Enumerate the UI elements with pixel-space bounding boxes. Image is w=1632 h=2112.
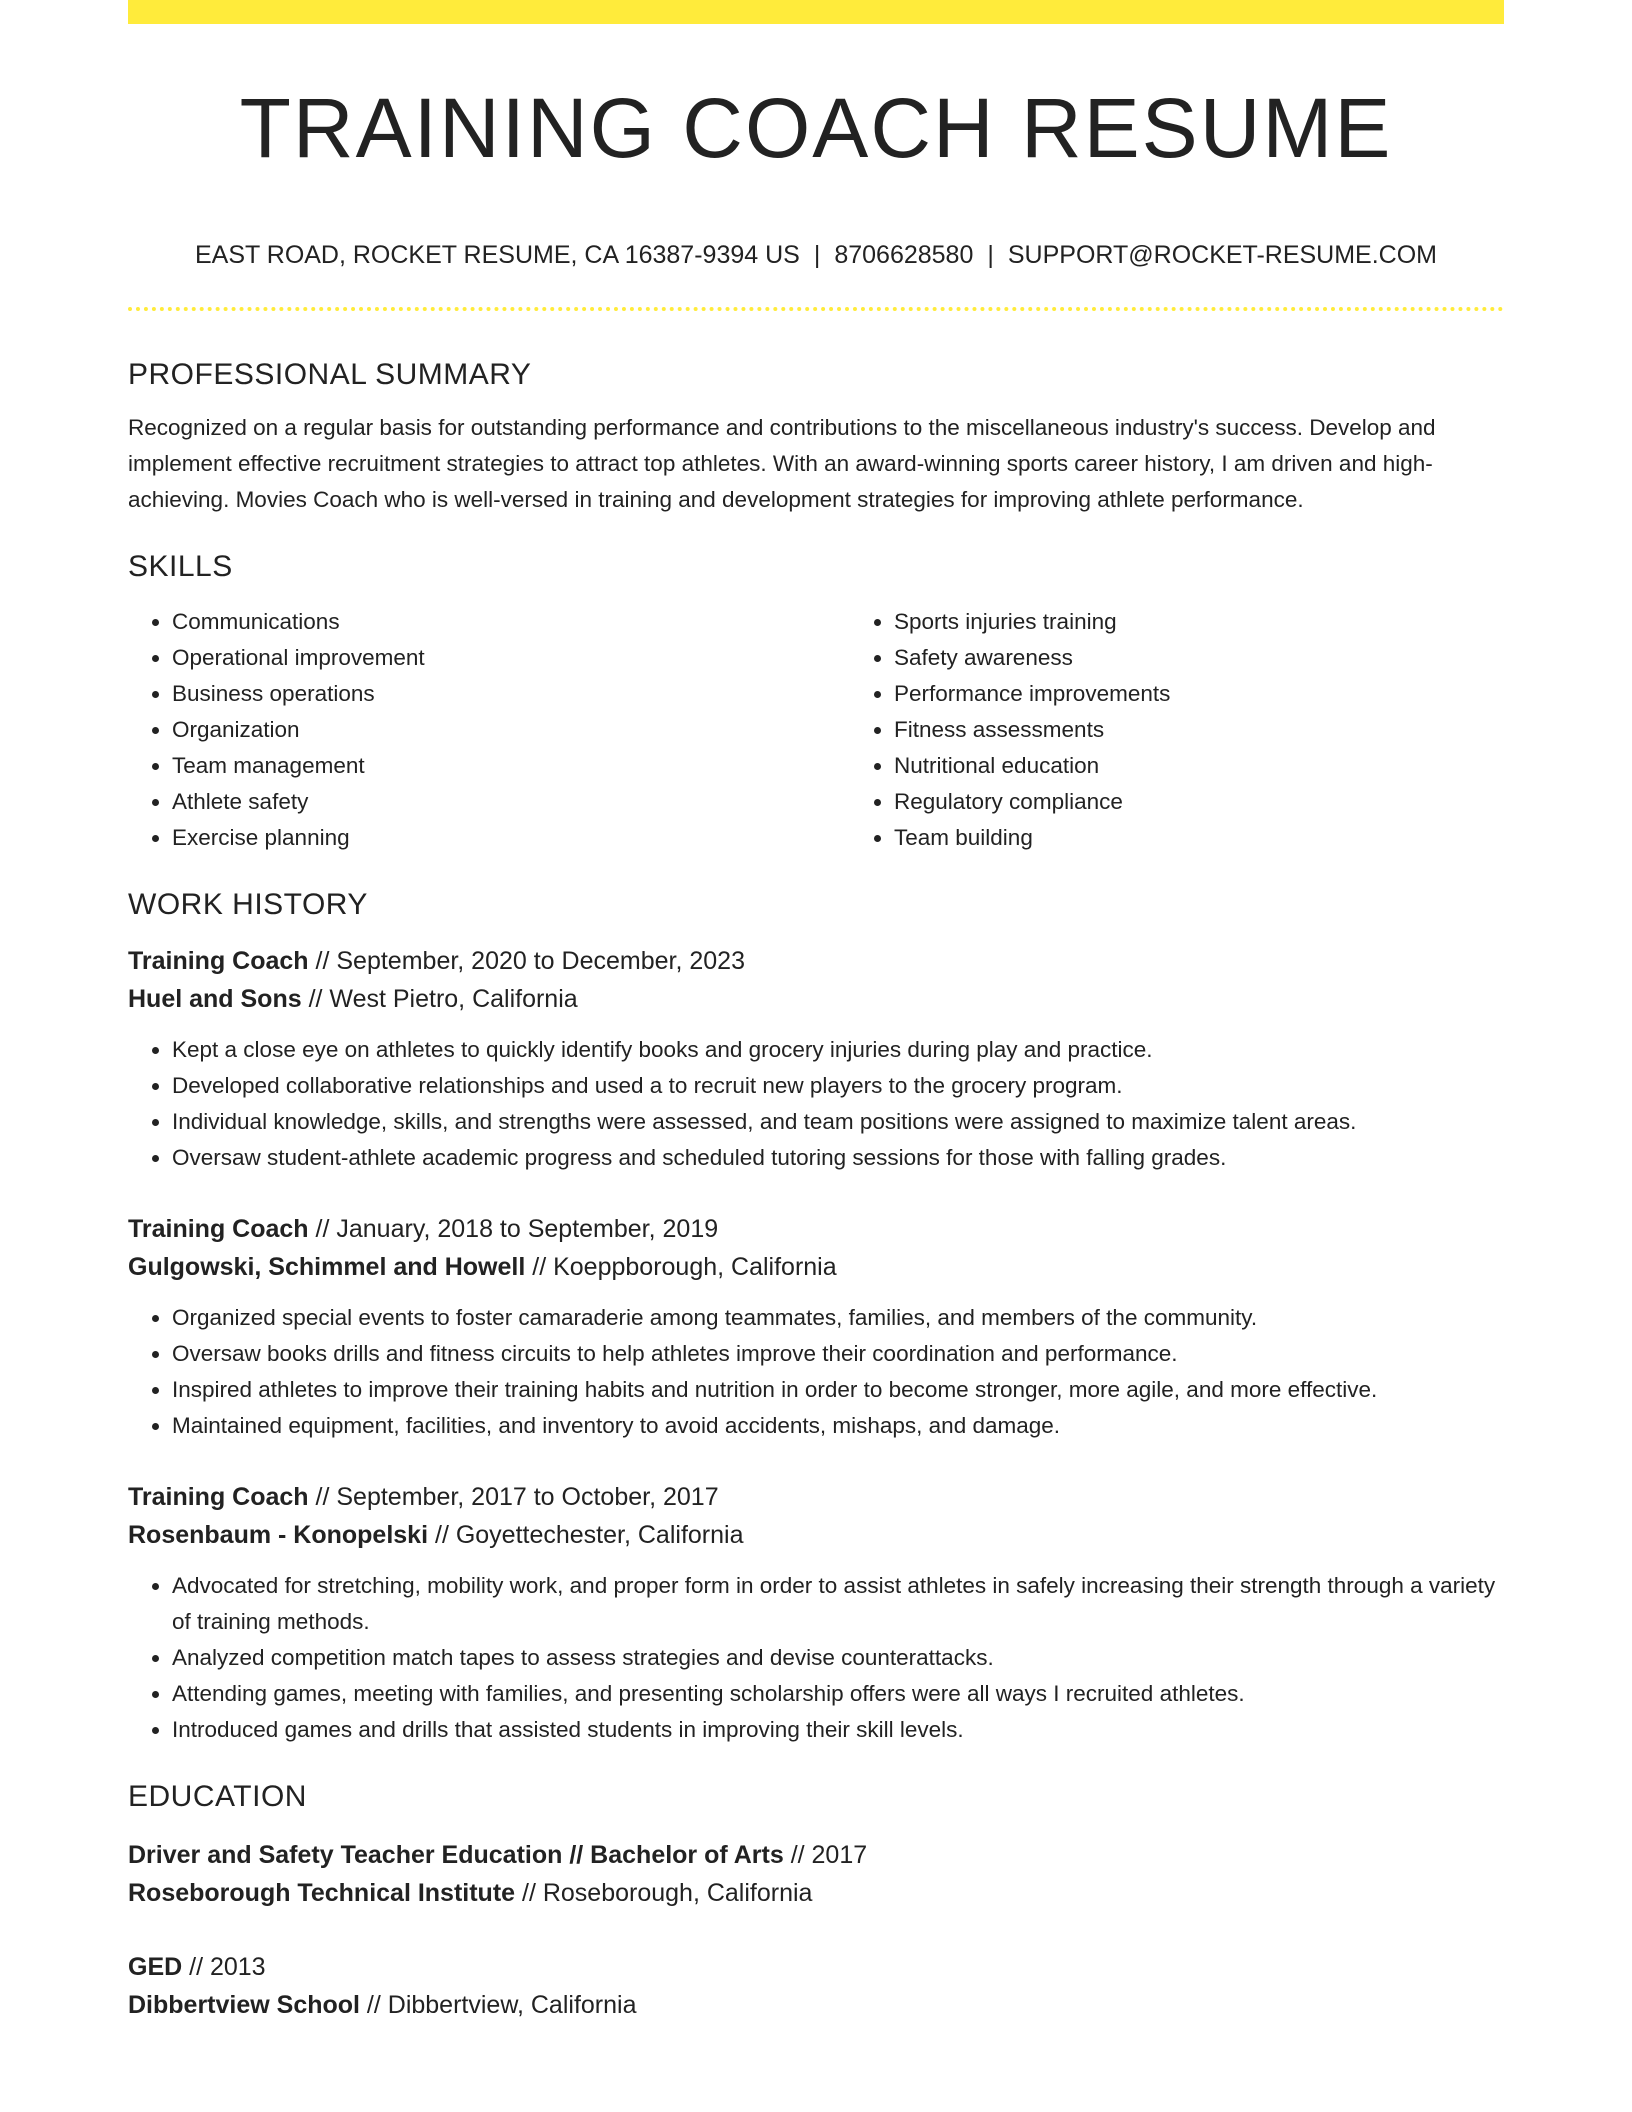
job-location: // Goyettechester, California (428, 1521, 744, 1549)
duty-item: • Oversaw student-athlete academic progress and scheduled tutoring sessions for those with falling grades. (172, 1140, 1504, 1176)
job-company: Gulgowski, Schimmel and Howell (128, 1253, 526, 1281)
skill-item: • Business operations (172, 676, 850, 712)
degree: GED (128, 1953, 183, 1981)
school-location: // Dibbertview, California (359, 1991, 637, 2019)
school: Roseborough Technical Institute (128, 1879, 516, 1907)
education-entry (128, 1836, 1504, 1912)
skill-item: • Nutritional education (894, 748, 1572, 784)
job-title: Training Coach (128, 1483, 309, 1511)
contact-email: SUPPORT@ROCKET-RESUME.COM (1007, 241, 1438, 269)
skill-item: • Performance improvements (894, 676, 1572, 712)
section-heading-skills: SKILLS (128, 550, 233, 583)
job-dates: // September, 2020 to December, 2023 (308, 947, 745, 975)
duty-item: • Advocated for stretching, mobility work, and proper form in order to assist athletes in safely increasing their strength through a variety of training methods. (172, 1568, 1504, 1640)
school-location: // Roseborough, California (515, 1879, 813, 1907)
job-dates: // September, 2017 to October, 2017 (308, 1483, 719, 1511)
skill-item: • Athlete safety (172, 784, 850, 820)
degree-year: // 2017 (783, 1841, 868, 1869)
school-line (128, 1986, 1504, 2024)
skill-item: • Communications (172, 604, 850, 640)
job-title: Training Coach (128, 947, 309, 975)
job-dates: // January, 2018 to September, 2019 (308, 1215, 719, 1243)
duty-item: • Maintained equipment, facilities, and inventory to avoid accidents, mishaps, and damage. (172, 1408, 1504, 1444)
school-line (128, 1874, 1504, 1912)
job-title-line (128, 1210, 1504, 1248)
skills-list (128, 604, 1504, 856)
skill-item: • Exercise planning (172, 820, 850, 856)
skill-item: • Sports injuries training (894, 604, 1572, 640)
job-company-line (128, 1516, 1504, 1554)
duty-item: • Individual knowledge, skills, and strengths were assessed, and team positions were assigned to maximize talent areas. (172, 1104, 1504, 1140)
skill-item: • Team building (894, 820, 1572, 856)
job-location: // Koeppborough, California (525, 1253, 837, 1281)
school: Dibbertview School (128, 1991, 360, 2019)
contact-line (128, 237, 1504, 273)
job-title-line (128, 1478, 1504, 1516)
resume-content (128, 350, 1504, 2060)
duty-item: • Kept a close eye on athletes to quickly identify books and grocery injuries during play and practice. (172, 1032, 1504, 1068)
job-duties (128, 1300, 1504, 1444)
skill-item: • Team management (172, 748, 850, 784)
separator: | (987, 241, 994, 269)
skill-item: • Organization (172, 712, 850, 748)
degree-line (128, 1948, 1504, 1986)
degree: Driver and Safety Teacher Education // Bachelor of Arts (128, 1841, 784, 1869)
degree-line (128, 1836, 1504, 1874)
skill-item: • Regulatory compliance (894, 784, 1572, 820)
accent-bar (128, 0, 1504, 24)
job-company-line (128, 1248, 1504, 1286)
job-location: // West Pietro, California (301, 985, 578, 1013)
duty-item: • Introduced games and drills that assisted students in improving their skill levels. (172, 1712, 1504, 1748)
job-company: Huel and Sons (128, 985, 302, 1013)
skill-item: • Safety awareness (894, 640, 1572, 676)
job-company-line (128, 980, 1504, 1018)
summary-text: Recognized on a regular basis for outstanding performance and contributions to the miscellaneous industry's success. Develop and implement effective recruitment strategies to attract top athletes. With an award-winning sports career history, I am driven and high-achieving. Movies Coach who is well-versed in training and development strategies for improving athlete performance. (128, 415, 1436, 512)
job-company: Rosenbaum - Konopelski (128, 1521, 429, 1549)
separator: | (813, 241, 821, 269)
section-heading-education: EDUCATION (128, 1780, 307, 1813)
skill-item: • Fitness assessments (894, 712, 1572, 748)
duty-item: • Developed collaborative relationships and used a to recruit new players to the grocery program. (172, 1068, 1504, 1104)
section-heading-summary: PROFESSIONAL SUMMARY (128, 358, 532, 391)
contact-phone: 8706628580 (834, 241, 974, 269)
job-duties (128, 1032, 1504, 1176)
duty-item: • Analyzed competition match tapes to assess strategies and devise counterattacks. (172, 1640, 1504, 1676)
duty-item: • Oversaw books drills and fitness circuits to help athletes improve their coordination and performance. (172, 1336, 1504, 1372)
job-entry (128, 942, 1504, 1176)
page-title: TRAINING COACH RESUME (239, 81, 1393, 175)
section-heading-work: WORK HISTORY (128, 888, 368, 921)
duty-item: • Attending games, meeting with families, and presenting scholarship offers were all ways I recruited athletes. (172, 1676, 1504, 1712)
job-title: Training Coach (128, 1215, 309, 1243)
job-entry (128, 1478, 1504, 1748)
education-entry (128, 1948, 1504, 2024)
skill-item: • Operational improvement (172, 640, 850, 676)
job-title-line (128, 942, 1504, 980)
skills-column-right (850, 604, 1572, 856)
contact-address: EAST ROAD, ROCKET RESUME, CA 16387-9394 US (194, 241, 800, 269)
degree-year: // 2013 (182, 1953, 266, 1981)
skills-column-left (128, 604, 850, 856)
duty-item: • Inspired athletes to improve their training habits and nutrition in order to become stronger, more agile, and more effective. (172, 1372, 1504, 1408)
duty-item: • Organized special events to foster camaraderie among teammates, families, and members of the community. (172, 1300, 1504, 1336)
job-duties (128, 1568, 1504, 1748)
job-entry (128, 1210, 1504, 1444)
dotted-divider (128, 307, 1504, 311)
